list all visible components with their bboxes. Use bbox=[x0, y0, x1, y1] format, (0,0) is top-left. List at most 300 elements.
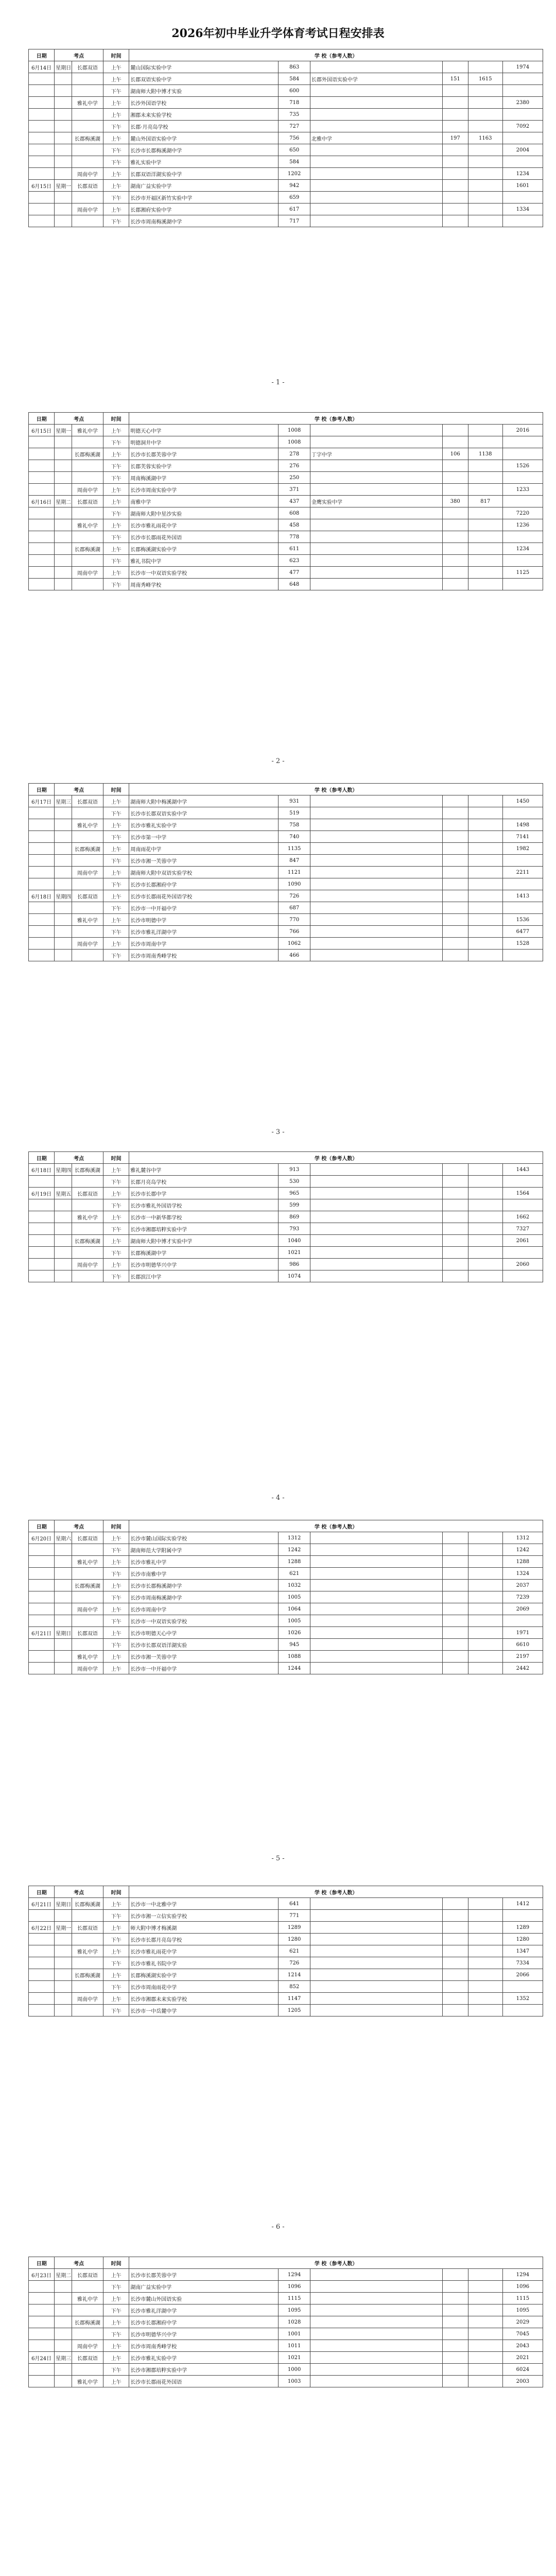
table-cell: 周南雨花中学 bbox=[129, 843, 279, 855]
table-cell: 上午 bbox=[103, 2316, 129, 2328]
table-cell bbox=[310, 926, 442, 938]
table-cell bbox=[29, 1211, 55, 1223]
table-cell bbox=[29, 1568, 55, 1580]
table-cell bbox=[502, 807, 543, 819]
table-cell bbox=[55, 97, 72, 109]
table-cell: 长沙市一中新华都学校 bbox=[129, 1211, 279, 1223]
table-cell: 1280 bbox=[502, 1934, 543, 1945]
table-cell bbox=[29, 1544, 55, 1556]
table-cell: 1662 bbox=[502, 1211, 543, 1223]
table-cell: 上午 bbox=[103, 1603, 129, 1615]
table-cell bbox=[502, 496, 543, 507]
table-cell: 下午 bbox=[103, 579, 129, 590]
table-cell: 长郡双语 bbox=[72, 2269, 103, 2281]
table-cell bbox=[55, 843, 72, 855]
table-cell bbox=[442, 2340, 468, 2352]
page-number: - 2 - bbox=[271, 757, 285, 765]
table-cell: 上午 bbox=[103, 1532, 129, 1544]
table-cell: 长郡芙蓉实验中学 bbox=[129, 460, 279, 472]
table-row bbox=[29, 950, 543, 961]
table-cell: 上午 bbox=[103, 1993, 129, 2005]
table-cell bbox=[310, 215, 442, 227]
table-cell bbox=[442, 180, 468, 192]
table-row bbox=[29, 460, 543, 472]
header-date: 日期 bbox=[29, 2257, 55, 2269]
table-cell bbox=[72, 121, 103, 132]
table-cell bbox=[310, 1176, 442, 1188]
table-cell: 下午 bbox=[103, 1934, 129, 1945]
table-cell bbox=[468, 1957, 502, 1969]
table-cell bbox=[442, 2005, 468, 2016]
table-cell bbox=[310, 914, 442, 926]
table-cell bbox=[29, 1957, 55, 1969]
table-cell: 长沙市雅礼雨花中学 bbox=[129, 1945, 279, 1957]
table-cell: 下午 bbox=[103, 831, 129, 843]
table-row bbox=[29, 1663, 543, 1674]
table-cell bbox=[468, 1934, 502, 1945]
table-cell bbox=[55, 168, 72, 180]
table-cell bbox=[468, 1199, 502, 1211]
table-cell: 长沙市湘一芙蓉中学 bbox=[129, 1651, 279, 1663]
table-cell bbox=[310, 1945, 442, 1957]
table-cell bbox=[29, 1176, 55, 1188]
table-cell: 长沙市一中开福中学 bbox=[129, 1663, 279, 1674]
table-row bbox=[29, 1922, 543, 1934]
table-cell: 2066 bbox=[502, 1969, 543, 1981]
table-cell: 466 bbox=[279, 950, 310, 961]
table-cell: 下午 bbox=[103, 144, 129, 156]
table-cell: 周南秀峰学校 bbox=[129, 579, 279, 590]
table-cell: 2069 bbox=[502, 1603, 543, 1615]
table-cell bbox=[442, 567, 468, 579]
table-cell: 上午 bbox=[103, 1235, 129, 1247]
table-row bbox=[29, 215, 543, 227]
table-cell: 星期三 bbox=[55, 795, 72, 807]
table-cell: 星期一 bbox=[55, 180, 72, 192]
table-cell: 星期日 bbox=[55, 1898, 72, 1910]
table-cell bbox=[72, 1270, 103, 1282]
table-cell bbox=[468, 1568, 502, 1580]
table-cell bbox=[442, 1199, 468, 1211]
schedule-table bbox=[28, 412, 543, 590]
table-row bbox=[29, 1639, 543, 1651]
table-cell bbox=[55, 2281, 72, 2293]
table-cell bbox=[29, 1651, 55, 1663]
table-cell bbox=[72, 1981, 103, 1993]
table-cell: 长郡梅溪湖 bbox=[72, 1969, 103, 1981]
table-cell: 1064 bbox=[279, 1603, 310, 1615]
table-cell bbox=[310, 807, 442, 819]
page-number: - 4 - bbox=[271, 1494, 285, 1502]
table-cell bbox=[310, 1898, 442, 1910]
table-cell bbox=[442, 555, 468, 567]
table-cell: 周南中学 bbox=[72, 1663, 103, 1674]
table-cell bbox=[502, 472, 543, 484]
table-cell bbox=[468, 1270, 502, 1282]
table-cell bbox=[29, 555, 55, 567]
table-cell bbox=[310, 1969, 442, 1981]
table-cell bbox=[55, 2293, 72, 2304]
schedule-page-3 bbox=[28, 783, 543, 961]
table-cell: 下午 bbox=[103, 2304, 129, 2316]
table-cell: 1233 bbox=[502, 484, 543, 496]
table-cell: 长郡梅溪湖 bbox=[72, 543, 103, 555]
table-cell bbox=[29, 2376, 55, 2387]
table-cell bbox=[310, 1651, 442, 1663]
table-header-row bbox=[29, 1886, 543, 1898]
table-cell: 下午 bbox=[103, 192, 129, 204]
table-cell: 上午 bbox=[103, 819, 129, 831]
header-time: 时间 bbox=[103, 49, 129, 61]
table-cell: 长沙市长郡梅溪湖中学 bbox=[129, 144, 279, 156]
header-date: 日期 bbox=[29, 413, 55, 425]
table-cell: 下午 bbox=[103, 507, 129, 519]
table-cell bbox=[310, 579, 442, 590]
table-cell bbox=[442, 950, 468, 961]
table-cell bbox=[468, 121, 502, 132]
table-cell bbox=[29, 192, 55, 204]
header-site: 考点 bbox=[55, 413, 103, 425]
table-cell: 湖南师范大学附属中学 bbox=[129, 1544, 279, 1556]
table-cell bbox=[310, 192, 442, 204]
table-cell bbox=[310, 1922, 442, 1934]
table-cell: 星期三 bbox=[55, 2352, 72, 2364]
table-header-row bbox=[29, 413, 543, 425]
table-cell bbox=[55, 448, 72, 460]
table-cell: 上午 bbox=[103, 496, 129, 507]
table-cell: 星期二 bbox=[55, 2269, 72, 2281]
table-cell bbox=[29, 1580, 55, 1591]
table-cell: 长郡双语 bbox=[72, 1627, 103, 1639]
table-row bbox=[29, 144, 543, 156]
table-cell bbox=[310, 2340, 442, 2352]
table-cell: 长沙市长郡雨花外国语 bbox=[129, 531, 279, 543]
table-row bbox=[29, 1591, 543, 1603]
table-cell: 106 bbox=[442, 448, 468, 460]
table-cell bbox=[468, 2269, 502, 2281]
table-cell bbox=[55, 926, 72, 938]
table-row bbox=[29, 1603, 543, 1615]
table-cell: 1601 bbox=[502, 180, 543, 192]
table-cell: 金鹰实验中学 bbox=[310, 496, 442, 507]
table-cell bbox=[72, 950, 103, 961]
table-cell bbox=[468, 484, 502, 496]
table-cell: 1234 bbox=[502, 543, 543, 555]
table-cell: 明德天心中学 bbox=[129, 425, 279, 436]
table-cell bbox=[72, 926, 103, 938]
table-cell bbox=[468, 579, 502, 590]
table-cell bbox=[55, 192, 72, 204]
table-cell bbox=[72, 1591, 103, 1603]
table-cell bbox=[468, 1164, 502, 1176]
table-cell: 周南梅溪湖中学 bbox=[129, 472, 279, 484]
table-cell bbox=[310, 425, 442, 436]
table-cell bbox=[442, 1211, 468, 1223]
table-cell bbox=[468, 1627, 502, 1639]
table-cell bbox=[502, 531, 543, 543]
table-cell bbox=[442, 1615, 468, 1627]
table-cell bbox=[468, 555, 502, 567]
table-cell: 1564 bbox=[502, 1188, 543, 1199]
table-row bbox=[29, 472, 543, 484]
table-row bbox=[29, 109, 543, 121]
table-cell: 7327 bbox=[502, 1223, 543, 1235]
table-cell: 北雅中学 bbox=[310, 132, 442, 144]
table-cell: 1214 bbox=[279, 1969, 310, 1981]
table-cell: 星期五 bbox=[55, 1188, 72, 1199]
table-cell: 长沙市长郡雨花外国语学校 bbox=[129, 890, 279, 902]
table-cell: 长郡双语 bbox=[72, 61, 103, 73]
table-cell bbox=[55, 831, 72, 843]
table-cell bbox=[55, 819, 72, 831]
table-cell bbox=[310, 1532, 442, 1544]
table-cell: 长沙市麓山外国语实验 bbox=[129, 2293, 279, 2304]
table-row bbox=[29, 1627, 543, 1639]
table-cell bbox=[29, 472, 55, 484]
table-cell: 长沙市第一中学 bbox=[129, 831, 279, 843]
table-cell: 长沙市雅礼实验中学 bbox=[129, 819, 279, 831]
table-cell bbox=[55, 1981, 72, 1993]
table-cell bbox=[29, 2364, 55, 2376]
table-cell bbox=[55, 1663, 72, 1674]
table-row bbox=[29, 2281, 543, 2293]
table-cell bbox=[502, 1981, 543, 1993]
table-cell: 长沙市雅礼洋湖中学 bbox=[129, 2304, 279, 2316]
table-cell bbox=[55, 1568, 72, 1580]
table-cell bbox=[502, 902, 543, 914]
table-cell bbox=[72, 1910, 103, 1922]
table-cell bbox=[468, 543, 502, 555]
table-cell bbox=[310, 2376, 442, 2387]
table-cell bbox=[502, 448, 543, 460]
table-row bbox=[29, 831, 543, 843]
table-cell bbox=[442, 1945, 468, 1957]
table-cell bbox=[442, 109, 468, 121]
header-date: 日期 bbox=[29, 1520, 55, 1532]
table-cell bbox=[72, 878, 103, 890]
table-cell bbox=[29, 914, 55, 926]
table-cell bbox=[72, 436, 103, 448]
table-cell bbox=[55, 950, 72, 961]
table-cell: 641 bbox=[279, 1898, 310, 1910]
table-cell bbox=[29, 2304, 55, 2316]
table-cell bbox=[72, 1544, 103, 1556]
table-cell: 雅礼中学 bbox=[72, 97, 103, 109]
table-cell bbox=[468, 1639, 502, 1651]
table-cell: 上午 bbox=[103, 1663, 129, 1674]
table-cell: 778 bbox=[279, 531, 310, 543]
table-cell: 上午 bbox=[103, 180, 129, 192]
table-cell bbox=[55, 1223, 72, 1235]
table-cell bbox=[29, 1969, 55, 1981]
table-cell bbox=[310, 2293, 442, 2304]
table-cell: 上午 bbox=[103, 843, 129, 855]
table-cell bbox=[310, 867, 442, 878]
table-row bbox=[29, 73, 543, 85]
table-cell bbox=[468, 1898, 502, 1910]
table-cell bbox=[310, 156, 442, 168]
table-cell bbox=[468, 843, 502, 855]
table-cell: 1526 bbox=[502, 460, 543, 472]
table-cell: 519 bbox=[279, 807, 310, 819]
table-cell bbox=[29, 1993, 55, 2005]
table-cell bbox=[310, 2281, 442, 2293]
table-cell bbox=[55, 878, 72, 890]
table-cell bbox=[310, 1188, 442, 1199]
table-header-row bbox=[29, 49, 543, 61]
table-cell bbox=[468, 1223, 502, 1235]
table-cell bbox=[502, 85, 543, 97]
table-row bbox=[29, 819, 543, 831]
table-cell bbox=[55, 1957, 72, 1969]
table-cell: 1147 bbox=[279, 1993, 310, 2005]
table-cell bbox=[468, 109, 502, 121]
table-cell: 星期日 bbox=[55, 1627, 72, 1639]
table-cell bbox=[29, 1199, 55, 1211]
table-row bbox=[29, 1235, 543, 1247]
table-cell: 长郡梅溪湖 bbox=[72, 1580, 103, 1591]
table-cell bbox=[310, 938, 442, 950]
table-cell: 6月21日 bbox=[29, 1627, 55, 1639]
table-cell bbox=[29, 484, 55, 496]
header-school: 学 校（参考人数） bbox=[129, 1520, 543, 1532]
table-cell bbox=[55, 1639, 72, 1651]
table-cell: 下午 bbox=[103, 531, 129, 543]
table-row bbox=[29, 843, 543, 855]
table-cell bbox=[55, 1580, 72, 1591]
table-cell: 530 bbox=[279, 1176, 310, 1188]
table-cell bbox=[442, 97, 468, 109]
table-cell bbox=[55, 938, 72, 950]
table-cell bbox=[55, 1259, 72, 1270]
table-cell: 长郡双语实验中学 bbox=[129, 73, 279, 85]
header-time: 时间 bbox=[103, 2257, 129, 2269]
table-cell bbox=[468, 144, 502, 156]
table-cell: 717 bbox=[279, 215, 310, 227]
table-cell: 1289 bbox=[279, 1922, 310, 1934]
table-cell: 长沙市长郡双语实验中学 bbox=[129, 807, 279, 819]
header-date: 日期 bbox=[29, 1886, 55, 1898]
table-cell: 726 bbox=[279, 1957, 310, 1969]
header-date: 日期 bbox=[29, 784, 55, 795]
table-cell: 湘郡未来实验学校 bbox=[129, 109, 279, 121]
table-cell: 雅礼中学 bbox=[72, 2376, 103, 2387]
table-cell bbox=[468, 1615, 502, 1627]
table-cell: 长郡双语 bbox=[72, 180, 103, 192]
header-site: 考点 bbox=[55, 1152, 103, 1164]
table-cell bbox=[310, 1556, 442, 1568]
table-cell: 长沙外国语学校 bbox=[129, 97, 279, 109]
table-cell: 雅礼中学 bbox=[72, 2293, 103, 2304]
table-cell bbox=[442, 144, 468, 156]
table-row bbox=[29, 2364, 543, 2376]
table-cell bbox=[310, 1568, 442, 1580]
table-cell: 长沙市周南实验中学 bbox=[129, 484, 279, 496]
table-cell bbox=[29, 507, 55, 519]
table-cell: 上午 bbox=[103, 97, 129, 109]
table-cell bbox=[442, 2364, 468, 2376]
header-date: 日期 bbox=[29, 49, 55, 61]
table-cell: 1000 bbox=[279, 2364, 310, 2376]
table-cell bbox=[310, 543, 442, 555]
table-cell bbox=[468, 460, 502, 472]
table-cell bbox=[55, 1651, 72, 1663]
table-cell bbox=[442, 460, 468, 472]
header-school: 学 校（参考人数） bbox=[129, 413, 543, 425]
table-cell bbox=[442, 519, 468, 531]
table-cell bbox=[310, 2005, 442, 2016]
schedule-table bbox=[28, 1520, 543, 1674]
table-row bbox=[29, 507, 543, 519]
table-cell bbox=[442, 61, 468, 73]
table-cell bbox=[442, 204, 468, 215]
table-row bbox=[29, 2304, 543, 2316]
table-cell: 7045 bbox=[502, 2328, 543, 2340]
table-row bbox=[29, 2352, 543, 2364]
table-cell bbox=[29, 543, 55, 555]
table-cell: 1138 bbox=[468, 448, 502, 460]
table-cell: 长郡梅溪湖 bbox=[72, 843, 103, 855]
table-row bbox=[29, 2316, 543, 2328]
header-time: 时间 bbox=[103, 1152, 129, 1164]
table-cell bbox=[468, 215, 502, 227]
table-cell: 659 bbox=[279, 192, 310, 204]
table-cell bbox=[72, 1568, 103, 1580]
header-site: 考点 bbox=[55, 1520, 103, 1532]
table-cell bbox=[29, 1235, 55, 1247]
table-cell bbox=[29, 436, 55, 448]
table-cell: 长郡梅溪湖 bbox=[72, 1898, 103, 1910]
table-cell: 下午 bbox=[103, 1223, 129, 1235]
table-cell bbox=[55, 1591, 72, 1603]
table-cell bbox=[468, 795, 502, 807]
table-cell bbox=[55, 144, 72, 156]
table-cell: 湖南师大附中博才实验中学 bbox=[129, 1235, 279, 1247]
table-cell bbox=[442, 425, 468, 436]
table-cell bbox=[468, 1544, 502, 1556]
table-cell bbox=[310, 472, 442, 484]
schedule-page-4 bbox=[28, 1151, 543, 1282]
table-cell: 621 bbox=[279, 1568, 310, 1580]
table-cell: 长沙市雅礼中学 bbox=[129, 1556, 279, 1568]
table-row bbox=[29, 85, 543, 97]
table-cell: 1294 bbox=[279, 2269, 310, 2281]
table-cell: 上午 bbox=[103, 2293, 129, 2304]
table-cell: 2197 bbox=[502, 1651, 543, 1663]
table-cell bbox=[468, 2376, 502, 2387]
table-cell bbox=[502, 132, 543, 144]
table-cell bbox=[310, 121, 442, 132]
table-row bbox=[29, 1544, 543, 1556]
table-cell bbox=[55, 1270, 72, 1282]
table-cell bbox=[29, 1639, 55, 1651]
table-cell bbox=[310, 1591, 442, 1603]
table-cell: 长沙市周南梅溪湖中学 bbox=[129, 215, 279, 227]
table-row bbox=[29, 1532, 543, 1544]
table-cell: 1974 bbox=[502, 61, 543, 73]
table-cell: 麓山外国语实验中学 bbox=[129, 132, 279, 144]
table-cell bbox=[72, 215, 103, 227]
header-school: 学 校（参考人数） bbox=[129, 784, 543, 795]
header-school: 学 校（参考人数） bbox=[129, 1152, 543, 1164]
table-cell: 727 bbox=[279, 121, 310, 132]
table-cell: 380 bbox=[442, 496, 468, 507]
table-cell: 上午 bbox=[103, 109, 129, 121]
table-cell bbox=[29, 448, 55, 460]
table-cell: 1288 bbox=[279, 1556, 310, 1568]
table-cell bbox=[55, 2328, 72, 2340]
table-cell: 长沙市长郡双语洋湖实验 bbox=[129, 1639, 279, 1651]
